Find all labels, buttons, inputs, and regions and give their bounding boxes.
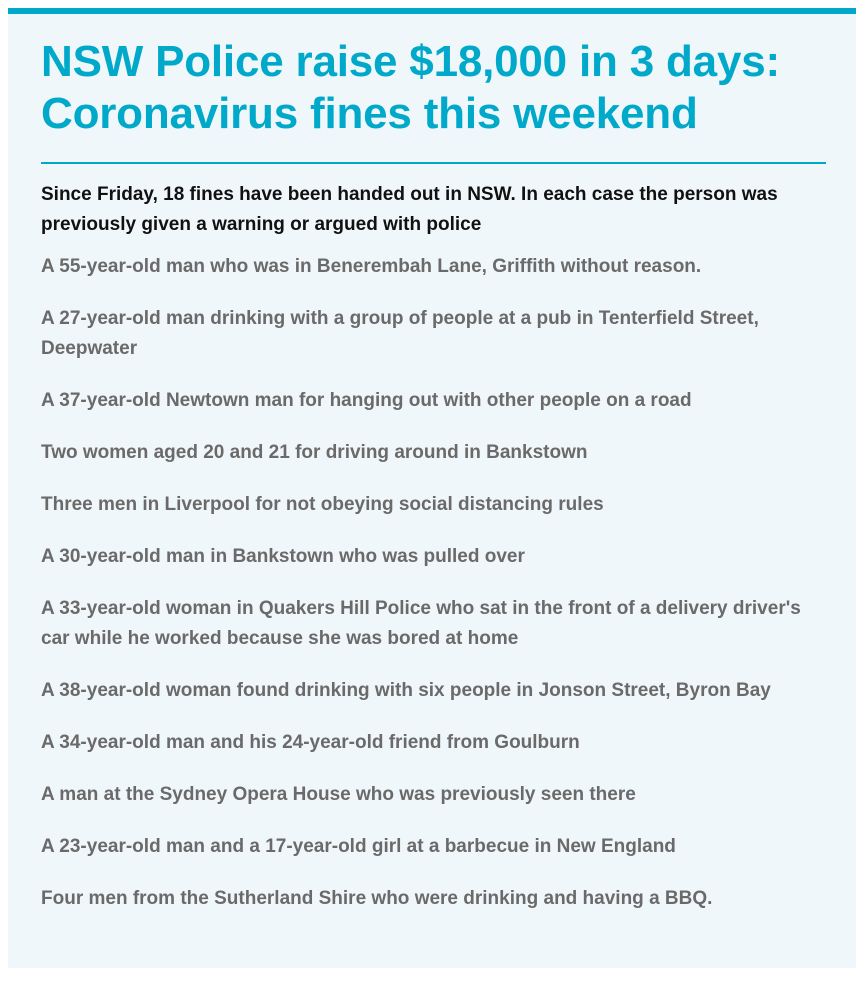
list-item: A 27-year-old man drinking with a group of people at a pub in Tenterfield Street, Deepwater [41,308,759,359]
list-item: A man at the Sydney Opera House who was previously seen there [41,784,636,805]
list-item: A 23-year-old man and a 17-year-old girl at a barbecue in New England [41,836,676,857]
list-item: A 37-year-old Newtown man for hanging out with other people on a road [41,390,692,411]
list-item: A 38-year-old woman found drinking with six people in Jonson Street, Byron Bay [41,680,771,701]
list-item: A 30-year-old man in Bankstown who was pulled over [41,546,525,567]
fines-list [41,252,826,914]
list-item: A 33-year-old woman in Quakers Hill Police who sat in the front of a delivery driver's car while he worked because she was bored at home [41,598,801,649]
list-item: Three men in Liverpool for not obeying social distancing rules [41,494,604,515]
headline: NSW Police raise $18,000 in 3 days: Coronavirus fines this weekend [41,37,780,138]
intro-text: Since Friday, 18 fines have been handed out in NSW. In each case the person was previously given a warning or argued with police [41,184,778,235]
list-item: Four men from the Sutherland Shire who were drinking and having a BBQ. [41,888,713,909]
list-item: A 55-year-old man who was in Benerembah Lane, Griffith without reason. [41,256,702,277]
list-item: A 34-year-old man and his 24-year-old friend from Goulburn [41,732,580,753]
list-item: Two women aged 20 and 21 for driving around in Bankstown [41,442,588,463]
fines-card [8,8,856,968]
divider [41,162,826,164]
